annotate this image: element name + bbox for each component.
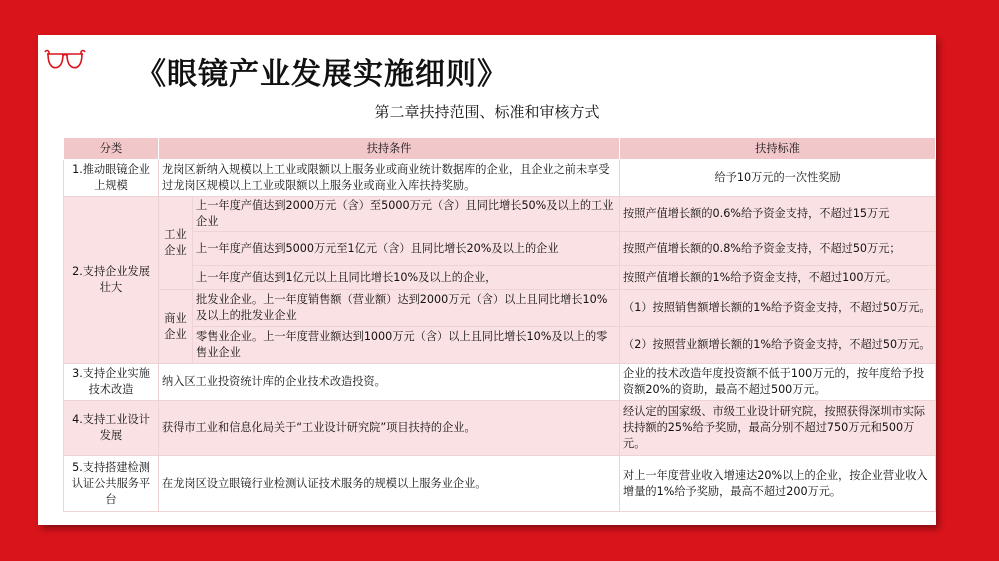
row-condition: 批发业企业。上一年度销售额（营业额）达到2000万元（含）以上且同比增长10%及以上的批发业企业 — [193, 290, 620, 327]
table-row — [64, 290, 936, 327]
slide — [38, 35, 936, 525]
row-category: 2.支持企业发展壮大 — [64, 197, 159, 364]
row-standard: （2）按照营业额增长额的1%给予资金支持，不超过50万元。 — [620, 327, 936, 364]
table-row — [64, 401, 936, 456]
table-row — [64, 327, 936, 364]
row-category: 5.支持搭建检测认证公共服务平台 — [64, 456, 159, 512]
row-category: 1.推动眼镜企业上规模 — [64, 160, 159, 197]
row-subcategory: 工业企业 — [159, 197, 193, 290]
row-condition: 纳入区工业投资统计库的企业技术改造投资。 — [159, 364, 620, 401]
table-row — [64, 364, 936, 401]
page-subtitle: 第二章扶持范围、标准和审核方式 — [374, 103, 600, 121]
row-condition: 龙岗区新纳入规模以上工业或限额以上服务业或商业统计数据库的企业，且企业之前未享受过龙岗区规模以上工业或限额以上服务业或商业入库扶持奖励。 — [159, 160, 620, 197]
table-row — [64, 160, 936, 197]
row-condition: 上一年度产值达到2000万元（含）至5000万元（含）且同比增长50%及以上的工业企业 — [193, 197, 620, 232]
header-category: 分类 — [64, 138, 159, 160]
table-row — [64, 232, 936, 266]
row-condition: 零售业企业。上一年度营业额达到1000万元（含）以上且同比增长10%及以上的零售业企业 — [193, 327, 620, 364]
row-subcategory: 商业企业 — [159, 290, 193, 364]
glasses-icon — [44, 47, 86, 73]
row-category: 3.支持企业实施技术改造 — [64, 364, 159, 401]
row-standard: 给予10万元的一次性奖励 — [620, 160, 936, 197]
table-header-row — [64, 138, 936, 160]
header-standard: 扶持标准 — [620, 138, 936, 160]
row-standard: 企业的技术改造年度投资额不低于100万元的，按年度给予投资额20%的资助，最高不超过500万元。 — [620, 364, 936, 401]
table-row — [64, 456, 936, 512]
row-standard: （1）按照销售额增长额的1%给予资金支持，不超过50万元。 — [620, 290, 936, 327]
row-condition: 上一年度产值达到5000万元至1亿元（含）且同比增长20%及以上的企业 — [193, 232, 620, 266]
table-row — [64, 197, 936, 232]
row-condition: 上一年度产值达到1亿元以上且同比增长10%及以上的企业， — [193, 266, 620, 290]
row-standard: 按照产值增长额的1%给予资金支持，不超过100万元。 — [620, 266, 936, 290]
header-condition: 扶持条件 — [159, 138, 620, 160]
row-standard: 按照产值增长额的0.8%给予资金支持，不超过50万元； — [620, 232, 936, 266]
row-condition: 获得市工业和信息化局关于“工业设计研究院”项目扶持的企业。 — [159, 401, 620, 456]
row-condition: 在龙岗区设立眼镜行业检测认证技术服务的规模以上服务业企业。 — [159, 456, 620, 512]
table-row — [64, 266, 936, 290]
row-standard: 经认定的国家级、市级工业设计研究院，按照获得深圳市实际扶持额的25%给予奖励，最高分别不超过750万元和500万元。 — [620, 401, 936, 456]
row-category: 4.支持工业设计发展 — [64, 401, 159, 456]
page-title: 《眼镜产业发展实施细则》 — [136, 57, 508, 92]
support-table — [63, 137, 936, 512]
row-standard: 按照产值增长额的0.6%给予资金支持，不超过15万元 — [620, 197, 936, 232]
row-standard: 对上一年度营业收入增速达20%以上的企业，按企业营业收入增量的1%给予奖励，最高不超过200万元。 — [620, 456, 936, 512]
